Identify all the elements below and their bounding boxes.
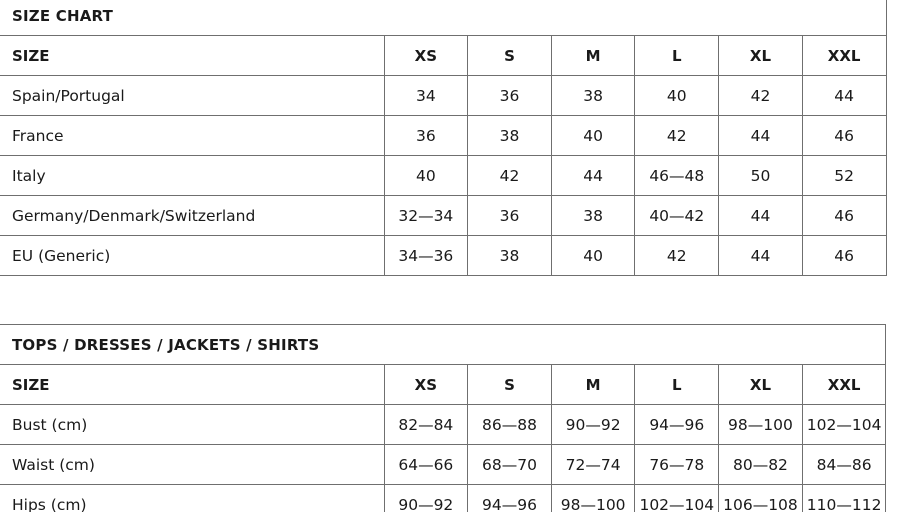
- table-header-row: [0, 365, 886, 405]
- tops-size-table: [0, 324, 886, 512]
- size-value: 40: [384, 156, 468, 196]
- table-row: [0, 116, 886, 156]
- size-value: 42: [635, 116, 719, 156]
- size-value: 42: [719, 76, 803, 116]
- size-value: 46—48: [635, 156, 719, 196]
- size-value: 110—112: [802, 485, 886, 512]
- size-header: S: [468, 365, 552, 405]
- size-header: XXL: [802, 36, 886, 76]
- size-value: 102—104: [802, 405, 886, 445]
- size-value: 46: [802, 116, 886, 156]
- size-value: 90—92: [384, 485, 468, 512]
- table-title: SIZE CHART: [0, 0, 886, 36]
- size-value: 36: [384, 116, 468, 156]
- table-title-row: [0, 325, 886, 365]
- size-value: 38: [551, 76, 635, 116]
- table-title-row: [0, 0, 886, 36]
- size-value: 50: [719, 156, 803, 196]
- table-row: [0, 196, 886, 236]
- row-label: EU (Generic): [0, 236, 384, 276]
- size-value: 44: [719, 236, 803, 276]
- size-header: M: [551, 365, 635, 405]
- size-value: 106—108: [719, 485, 803, 512]
- table-row: [0, 485, 886, 512]
- row-label: Germany/Denmark/Switzerland: [0, 196, 384, 236]
- size-value: 36: [468, 76, 552, 116]
- size-value: 34: [384, 76, 468, 116]
- size-value: 86—88: [468, 405, 552, 445]
- size-value: 72—74: [551, 445, 635, 485]
- size-header: S: [468, 36, 552, 76]
- size-value: 40: [635, 76, 719, 116]
- size-value: 40: [551, 236, 635, 276]
- size-value: 32—34: [384, 196, 468, 236]
- size-value: 42: [468, 156, 552, 196]
- table-row: [0, 156, 886, 196]
- size-value: 98—100: [719, 405, 803, 445]
- size-value: 68—70: [468, 445, 552, 485]
- row-label: Bust (cm): [0, 405, 384, 445]
- size-value: 76—78: [635, 445, 719, 485]
- size-value: 38: [468, 236, 552, 276]
- row-label: Italy: [0, 156, 384, 196]
- size-value: 42: [635, 236, 719, 276]
- table-row: [0, 76, 886, 116]
- size-value: 46: [802, 236, 886, 276]
- size-value: 44: [802, 76, 886, 116]
- size-value: 46: [802, 196, 886, 236]
- size-value: 64—66: [384, 445, 468, 485]
- size-header: L: [635, 36, 719, 76]
- row-label: Waist (cm): [0, 445, 384, 485]
- size-header: XL: [719, 36, 803, 76]
- size-header: XL: [719, 365, 803, 405]
- size-value: 84—86: [802, 445, 886, 485]
- size-value: 82—84: [384, 405, 468, 445]
- table-header-row: [0, 36, 886, 76]
- size-header: M: [551, 36, 635, 76]
- row-label: Spain/Portugal: [0, 76, 384, 116]
- size-value: 36: [468, 196, 552, 236]
- row-label: Hips (cm): [0, 485, 384, 512]
- header-label: SIZE: [0, 36, 384, 76]
- table-title: TOPS / DRESSES / JACKETS / SHIRTS: [0, 325, 886, 365]
- size-value: 98—100: [551, 485, 635, 512]
- size-value: 40: [551, 116, 635, 156]
- size-header: L: [635, 365, 719, 405]
- size-value: 80—82: [719, 445, 803, 485]
- size-header: XS: [384, 365, 468, 405]
- size-header: XS: [384, 36, 468, 76]
- size-value: 44: [719, 116, 803, 156]
- size-value: 90—92: [551, 405, 635, 445]
- size-value: 94—96: [635, 405, 719, 445]
- size-value: 102—104: [635, 485, 719, 512]
- size-value: 38: [468, 116, 552, 156]
- header-label: SIZE: [0, 365, 384, 405]
- size-value: 94—96: [468, 485, 552, 512]
- size-value: 44: [551, 156, 635, 196]
- table-row: [0, 405, 886, 445]
- size-value: 40—42: [635, 196, 719, 236]
- size-header: XXL: [802, 365, 886, 405]
- row-label: France: [0, 116, 384, 156]
- table-row: [0, 236, 886, 276]
- size-value: 34—36: [384, 236, 468, 276]
- size-value: 38: [551, 196, 635, 236]
- size-value: 52: [802, 156, 886, 196]
- table-row: [0, 445, 886, 485]
- size-value: 44: [719, 196, 803, 236]
